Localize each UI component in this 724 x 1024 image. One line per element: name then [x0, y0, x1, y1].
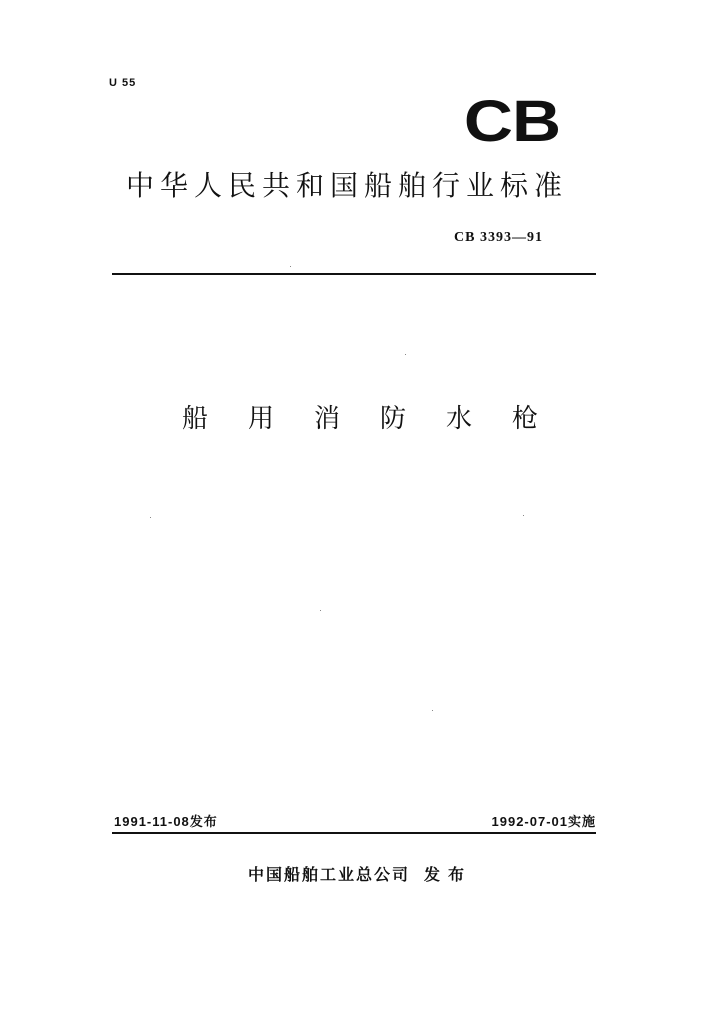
scan-speck	[150, 517, 151, 518]
issue-date: 1991-11-08发布	[114, 814, 218, 829]
document-title: 船用消防水枪	[182, 404, 579, 434]
scan-speck	[290, 266, 291, 267]
scan-speck	[432, 710, 433, 711]
publisher-line	[248, 862, 472, 885]
implementation-date: 1992-07-01实施	[491, 814, 596, 829]
scan-speck	[320, 610, 321, 611]
standard-title: 中华人民共和国船舶行业标准	[126, 169, 569, 202]
cb-logo: CB	[463, 88, 561, 154]
publisher-name: 中国船舶工业总公司	[248, 865, 411, 884]
publish-verb: 发布	[424, 865, 473, 884]
classification-code: U 55	[109, 77, 137, 89]
standard-code: CB 3393—91	[454, 230, 543, 245]
top-divider	[112, 273, 596, 275]
scan-speck	[405, 354, 406, 355]
scan-speck	[523, 515, 524, 516]
bottom-divider	[112, 832, 596, 834]
